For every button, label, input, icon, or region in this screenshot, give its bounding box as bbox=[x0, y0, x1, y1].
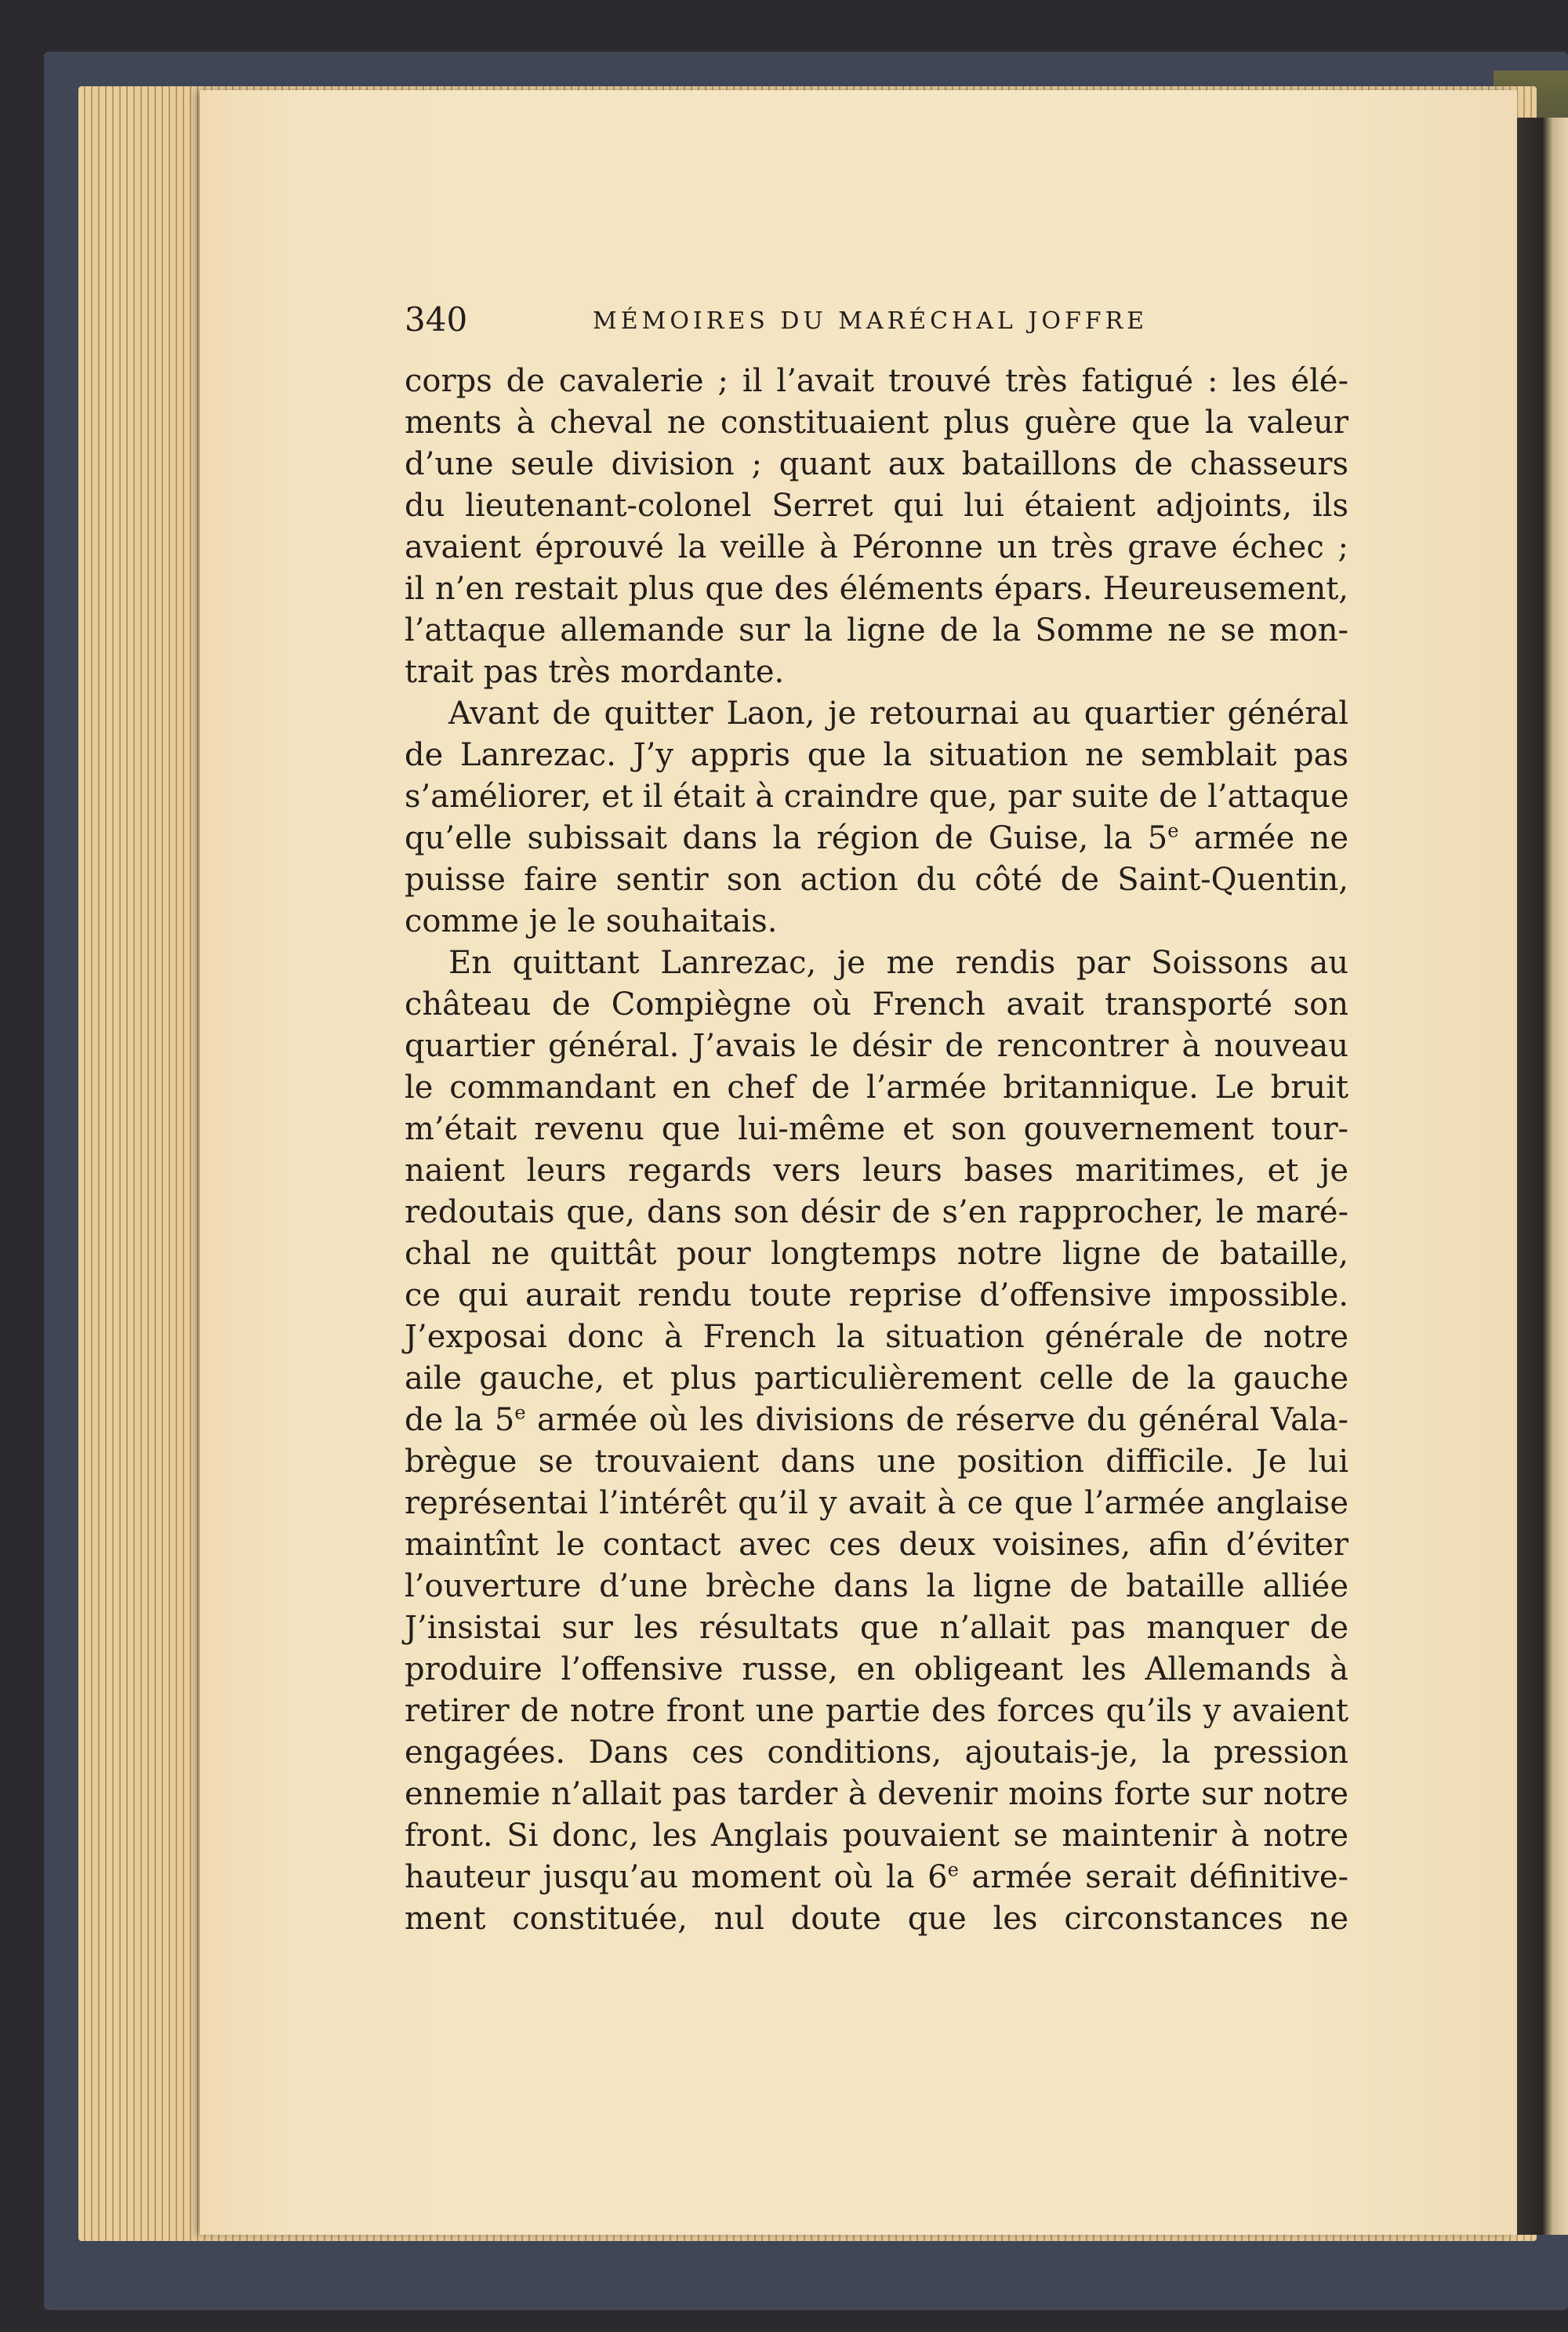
text-line: En quittant Lanrezac, je me rendis par Soissons au bbox=[448, 945, 1348, 981]
text-line: ce qui aurait rendu toute reprise d’offensive impossible. bbox=[405, 1277, 1348, 1313]
body-text bbox=[405, 361, 1348, 1940]
text-line: ment constituée, nul doute que les circonstances ne bbox=[405, 1901, 1348, 1937]
text-line: chal ne quittât pour longtemps notre ligne de bataille, bbox=[405, 1236, 1348, 1272]
text-line: de la 5e armée où les divisions de réserve du général Vala- bbox=[405, 1401, 1349, 1438]
text-line: ennemie n’allait pas tarder à devenir moins forte sur notre bbox=[405, 1776, 1348, 1812]
text-line: s’améliorer, et il était à craindre que, par suite de l’attaque bbox=[405, 779, 1349, 815]
text-line: redoutais que, dans son désir de s’en rapprocher, le maré- bbox=[405, 1194, 1348, 1230]
page-number: 340 bbox=[405, 300, 468, 339]
text-line: aile gauche, et plus particulièrement celle de la gauche bbox=[405, 1360, 1348, 1397]
text-line: J’exposai donc à French la situation générale de notre bbox=[405, 1319, 1348, 1355]
text-line: front. Si donc, les Anglais pouvaient se maintenir à notre bbox=[405, 1818, 1348, 1854]
text-line: l’ouverture d’une brèche dans la ligne de bataille alliée bbox=[405, 1568, 1348, 1604]
text-line: il n’en restait plus que des éléments épars. Heureusement, bbox=[405, 571, 1348, 607]
text-line: m’était revenu que lui-même et son gouvernement tour- bbox=[405, 1111, 1348, 1147]
book-gutter bbox=[1517, 118, 1568, 2235]
text-line: hauteur jusqu’au moment où la 6e armée serait définitive- bbox=[405, 1858, 1349, 1895]
running-title: MÉMOIRES DU MARÉCHAL JOFFRE bbox=[593, 307, 1149, 335]
text-line: avaient éprouvé la veille à Péronne un très grave échec ; bbox=[405, 529, 1348, 565]
text-line: d’une seule division ; quant aux bataillons de chasseurs bbox=[405, 446, 1348, 482]
text-line: retirer de notre front une partie des forces qu’ils y avaient bbox=[405, 1693, 1348, 1729]
text-line: engagées. Dans ces conditions, ajoutais-je, la pression bbox=[405, 1734, 1348, 1771]
text-line: quartier général. J’avais le désir de rencontrer à nouveau bbox=[405, 1028, 1348, 1064]
text-line: trait pas très mordante. bbox=[405, 654, 785, 690]
text-line: qu’elle subissait dans la région de Guise, la 5e armée ne bbox=[405, 819, 1348, 856]
text-line: le commandant en chef de l’armée britannique. Le bruit bbox=[405, 1070, 1348, 1106]
text-line: de Lanrezac. J’y appris que la situation ne semblait pas bbox=[405, 737, 1348, 773]
running-head bbox=[405, 296, 1348, 343]
text-line: représentai l’intérêt qu’il y avait à ce que l’armée anglaise bbox=[405, 1485, 1348, 1521]
text-line: du lieutenant-colonel Serret qui lui étaient adjoints, ils bbox=[405, 488, 1348, 524]
text-line: Avant de quitter Laon, je retournai au quartier général bbox=[448, 696, 1348, 732]
text-line: ments à cheval ne constituaient plus guère que la valeur bbox=[405, 405, 1348, 441]
text-line: naient leurs regards vers leurs bases maritimes, et je bbox=[405, 1153, 1348, 1189]
text-line: corps de cavalerie ; il l’avait trouvé très fatigué : les élé- bbox=[405, 363, 1348, 399]
text-line: puisse faire sentir son action du côté de Saint-Quentin, bbox=[405, 862, 1348, 898]
text-line: J’insistai sur les résultats que n’allait pas manquer de bbox=[405, 1610, 1348, 1646]
text-line: l’attaque allemande sur la ligne de la Somme ne se mon- bbox=[405, 612, 1348, 648]
text-line: maintînt le contact avec ces deux voisines, afin d’éviter bbox=[405, 1527, 1348, 1563]
text-line: comme je le souhaitais. bbox=[405, 903, 778, 939]
text-line: brègue se trouvaient dans une position difficile. Je lui bbox=[405, 1444, 1348, 1480]
text-line: château de Compiègne où French avait transporté son bbox=[405, 986, 1348, 1023]
text-line: produire l’offensive russe, en obligeant les Allemands à bbox=[405, 1651, 1348, 1687]
